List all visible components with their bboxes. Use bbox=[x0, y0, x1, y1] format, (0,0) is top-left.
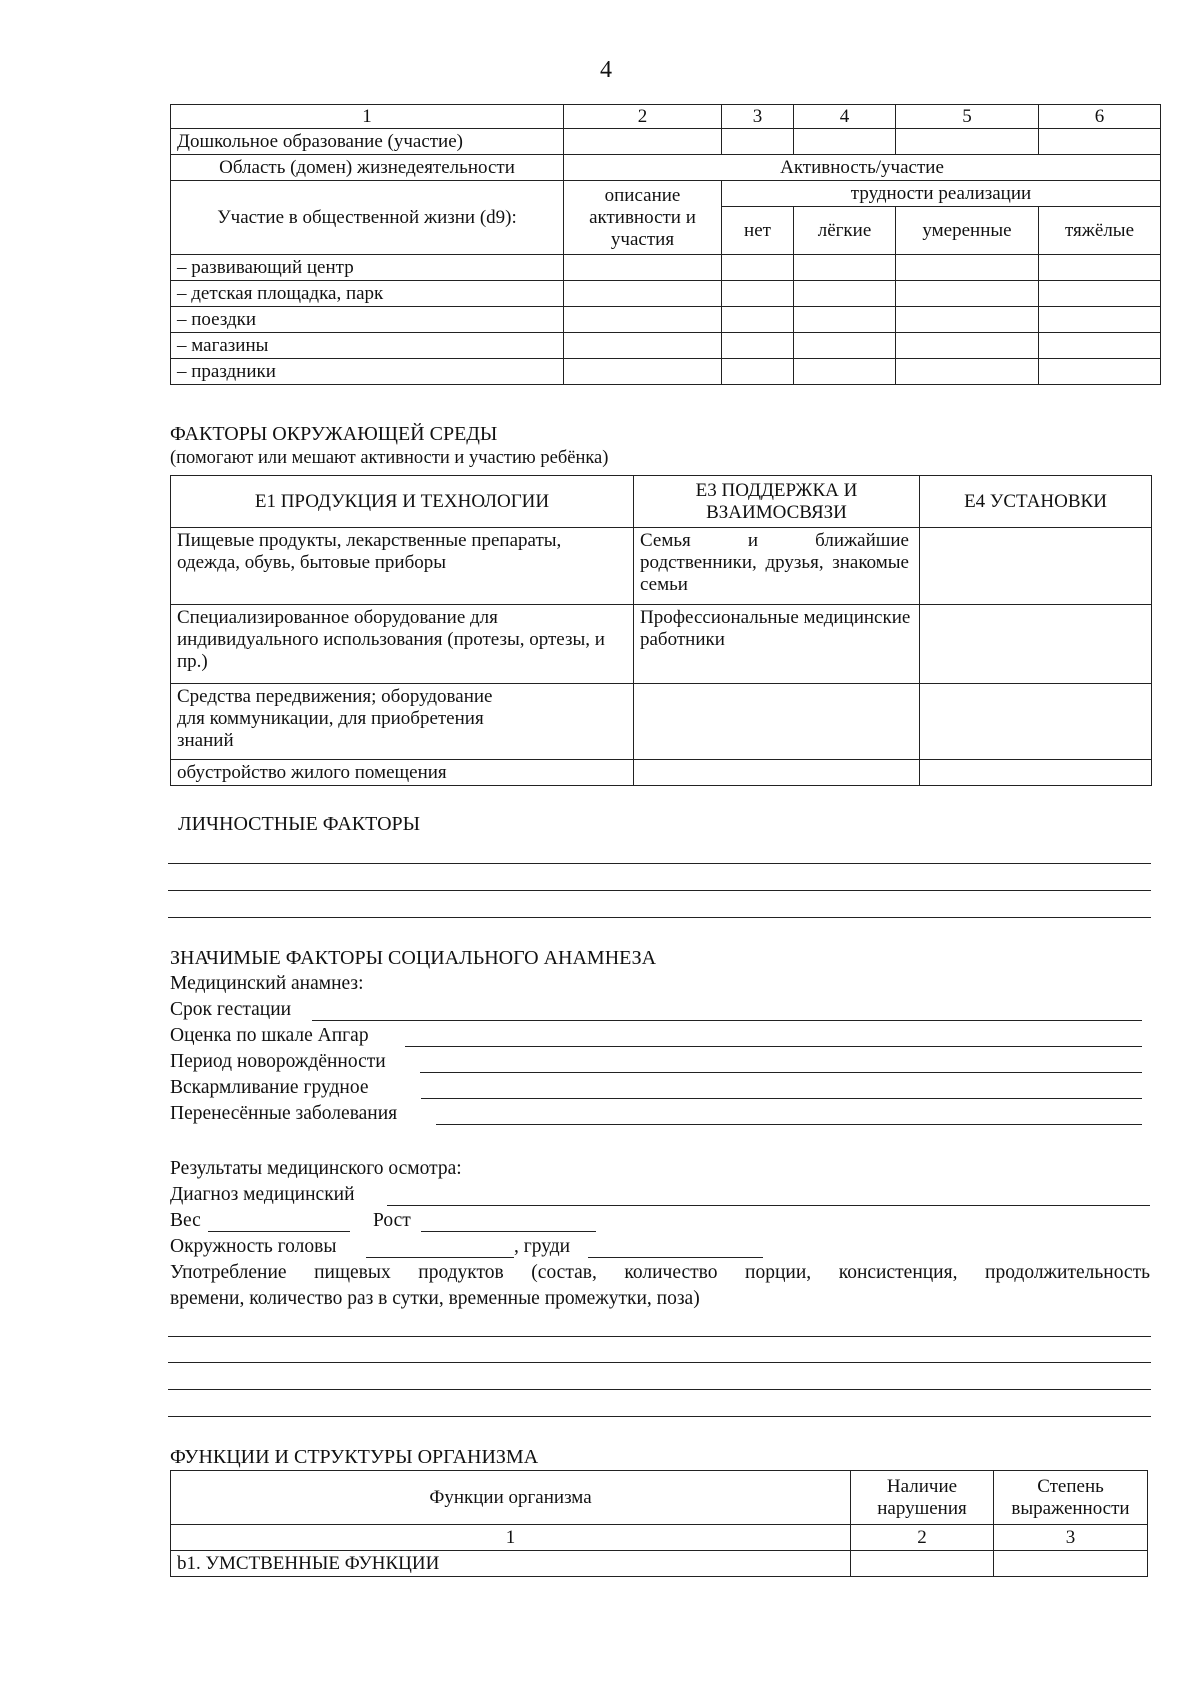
breastfeeding-label: Вскармливание грудное bbox=[170, 1077, 369, 1098]
input-cell[interactable] bbox=[634, 760, 920, 786]
diagnosis-label: Диагноз медицинский bbox=[170, 1184, 355, 1205]
table-row-label: – детская площадка, парк bbox=[171, 281, 564, 307]
page-number: 4 bbox=[600, 57, 612, 83]
chest-field[interactable] bbox=[588, 1257, 763, 1258]
input-cell[interactable] bbox=[896, 281, 1039, 307]
col-number-2: 2 bbox=[564, 105, 722, 129]
input-cell[interactable] bbox=[1039, 333, 1161, 359]
env-factors-title: ФАКТОРЫ ОКРУЖАЮЩЕЙ СРЕДЫ bbox=[170, 423, 498, 445]
apgar-label: Оценка по шкале Апгар bbox=[170, 1025, 369, 1046]
activity-header: Активность/участие bbox=[564, 155, 1161, 181]
difficulty-none: нет bbox=[722, 207, 794, 255]
gestation-field[interactable] bbox=[312, 1020, 1142, 1021]
input-cell[interactable] bbox=[896, 129, 1039, 155]
input-cell[interactable] bbox=[564, 333, 722, 359]
input-cell[interactable] bbox=[794, 359, 896, 385]
e1-row-4: обустройство жилого помещения bbox=[171, 760, 634, 786]
blank-line[interactable] bbox=[168, 890, 1151, 891]
input-cell[interactable] bbox=[920, 684, 1152, 760]
input-cell[interactable] bbox=[564, 255, 722, 281]
diagnosis-field[interactable] bbox=[387, 1205, 1150, 1206]
table-row-label: – поездки bbox=[171, 307, 564, 333]
table-row-label: – развивающий центр bbox=[171, 255, 564, 281]
e1-row-1: Пищевые продукты, лекарственные препараты, одежда, обувь, бытовые приборы bbox=[171, 528, 634, 605]
input-cell[interactable] bbox=[896, 307, 1039, 333]
input-cell[interactable] bbox=[564, 129, 722, 155]
chest-label: , груди bbox=[514, 1236, 571, 1257]
input-cell[interactable] bbox=[722, 359, 794, 385]
col-impairment-header: Наличие нарушения bbox=[851, 1471, 994, 1525]
input-cell[interactable] bbox=[1039, 307, 1161, 333]
col-e1-header: Е1 ПРОДУКЦИЯ И ТЕХНОЛОГИИ bbox=[171, 476, 634, 528]
input-cell[interactable] bbox=[722, 307, 794, 333]
e3-row-1: Семья и ближайшие родственники, друзья, знакомые семьи bbox=[634, 528, 920, 605]
input-cell[interactable] bbox=[794, 129, 896, 155]
difficulty-severe: тяжёлые bbox=[1039, 207, 1161, 255]
body-functions-title: ФУНКЦИИ И СТРУКТУРЫ ОРГАНИЗМА bbox=[170, 1446, 539, 1468]
difficulty-header: трудности реализации bbox=[722, 181, 1161, 207]
col-e3-header: Е3 ПОДДЕРЖКА И ВЗАИМОСВЯЗИ bbox=[634, 476, 920, 528]
input-cell[interactable] bbox=[1039, 255, 1161, 281]
table-row-label: – праздники bbox=[171, 359, 564, 385]
table-row-label: – магазины bbox=[171, 333, 564, 359]
input-cell[interactable] bbox=[1039, 359, 1161, 385]
personal-factors-title: ЛИЧНОСТНЫЕ ФАКТОРЫ bbox=[178, 813, 421, 835]
b1-row-label: b1. УМСТВЕННЫЕ ФУНКЦИИ bbox=[171, 1551, 851, 1577]
input-cell[interactable] bbox=[994, 1551, 1148, 1577]
env-factors-table bbox=[170, 475, 1152, 786]
col-number-4: 4 bbox=[794, 105, 896, 129]
input-cell[interactable] bbox=[722, 129, 794, 155]
breastfeeding-field[interactable] bbox=[421, 1098, 1142, 1099]
neonatal-label: Период новорождённости bbox=[170, 1051, 386, 1072]
preschool-label: Дошкольное образование (участие) bbox=[171, 129, 564, 155]
description-header: описание активности и участия bbox=[564, 181, 722, 255]
exam-results-label: Результаты медицинского осмотра: bbox=[170, 1158, 462, 1179]
col-degree-header: Степень выраженности bbox=[994, 1471, 1148, 1525]
head-circumference-field[interactable] bbox=[366, 1257, 514, 1258]
blank-line[interactable] bbox=[168, 1389, 1151, 1390]
input-cell[interactable] bbox=[634, 684, 920, 760]
social-label: Участие в общественной жизни (d9): bbox=[171, 181, 564, 255]
input-cell[interactable] bbox=[722, 333, 794, 359]
e1-row-3: Средства передвижения; оборудование для коммуникации, для приобретения знаний bbox=[171, 684, 634, 760]
input-cell[interactable] bbox=[896, 359, 1039, 385]
col-number-5: 5 bbox=[896, 105, 1039, 129]
difficulty-light: лёгкие bbox=[794, 207, 896, 255]
weight-field[interactable] bbox=[208, 1231, 350, 1232]
col-number-3: 3 bbox=[994, 1525, 1148, 1551]
blank-line[interactable] bbox=[168, 1416, 1151, 1417]
env-factors-subtitle: (помогают или мешают активности и участию ребёнка) bbox=[170, 448, 609, 468]
body-functions-table bbox=[170, 1470, 1148, 1577]
blank-line[interactable] bbox=[168, 917, 1151, 918]
input-cell[interactable] bbox=[794, 281, 896, 307]
head-circumference-label: Окружность головы bbox=[170, 1236, 337, 1257]
weight-label: Вес bbox=[170, 1210, 201, 1231]
input-cell[interactable] bbox=[794, 255, 896, 281]
medical-anamnesis-label: Медицинский анамнез: bbox=[170, 973, 364, 994]
difficulty-moderate: умеренные bbox=[896, 207, 1039, 255]
input-cell[interactable] bbox=[920, 760, 1152, 786]
blank-line[interactable] bbox=[168, 863, 1151, 864]
diseases-field[interactable] bbox=[436, 1124, 1142, 1125]
food-intake-line-1: Употребление пищевых продуктов (состав, количество порции, консистенция, продолжительность bbox=[170, 1262, 1150, 1283]
input-cell[interactable] bbox=[920, 528, 1152, 605]
input-cell[interactable] bbox=[851, 1551, 994, 1577]
input-cell[interactable] bbox=[722, 281, 794, 307]
e3-row-2: Профессиональные медицинские работники bbox=[634, 605, 920, 684]
input-cell[interactable] bbox=[564, 359, 722, 385]
col-number-2: 2 bbox=[851, 1525, 994, 1551]
input-cell[interactable] bbox=[920, 605, 1152, 684]
input-cell[interactable] bbox=[1039, 281, 1161, 307]
blank-line[interactable] bbox=[168, 1362, 1151, 1363]
col-functions-header: Функции организма bbox=[171, 1471, 851, 1525]
height-field[interactable] bbox=[421, 1231, 596, 1232]
input-cell[interactable] bbox=[794, 307, 896, 333]
col-number-1: 1 bbox=[171, 105, 564, 129]
blank-line[interactable] bbox=[168, 1336, 1151, 1337]
col-number-3: 3 bbox=[722, 105, 794, 129]
neonatal-field[interactable] bbox=[420, 1072, 1142, 1073]
input-cell[interactable] bbox=[722, 255, 794, 281]
participation-table bbox=[170, 104, 1161, 385]
input-cell[interactable] bbox=[896, 255, 1039, 281]
col-number-1: 1 bbox=[171, 1525, 851, 1551]
e1-row-2: Специализированное оборудование для индивидуального использования (протезы, ортезы, и пр.) bbox=[171, 605, 634, 684]
input-cell[interactable] bbox=[564, 307, 722, 333]
input-cell[interactable] bbox=[564, 281, 722, 307]
input-cell[interactable] bbox=[794, 333, 896, 359]
col-number-6: 6 bbox=[1039, 105, 1161, 129]
social-anamnesis-title: ЗНАЧИМЫЕ ФАКТОРЫ СОЦИАЛЬНОГО АНАМНЕЗА bbox=[170, 947, 657, 969]
food-intake-line-2: времени, количество раз в сутки, временные промежутки, поза) bbox=[170, 1288, 700, 1309]
height-label: Рост bbox=[373, 1210, 411, 1231]
input-cell[interactable] bbox=[896, 333, 1039, 359]
domain-label: Область (домен) жизнедеятельности bbox=[171, 155, 564, 181]
input-cell[interactable] bbox=[1039, 129, 1161, 155]
col-e4-header: Е4 УСТАНОВКИ bbox=[920, 476, 1152, 528]
gestation-label: Срок гестации bbox=[170, 999, 292, 1020]
apgar-field[interactable] bbox=[405, 1046, 1142, 1047]
diseases-label: Перенесённые заболевания bbox=[170, 1103, 398, 1124]
